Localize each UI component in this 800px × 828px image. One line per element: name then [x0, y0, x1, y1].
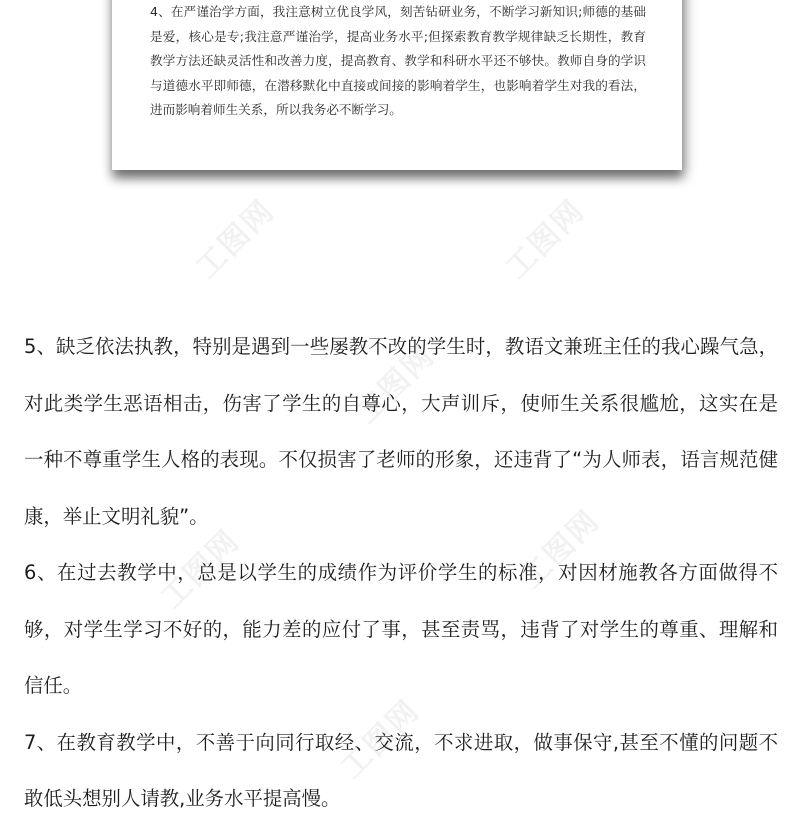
watermark: 工图网 [154, 523, 247, 616]
paragraph-7: 7、在教育教学中，不善于向同行取经、交流，不求进取，做事保守,甚至不懂的问题不敢低头想别人请教,业务水平提高慢。 [24, 730, 778, 810]
card-paragraph: 4、在严谨治学方面，我注意树立优良学风，刻苦钻研业务，不断学习新知识;师德的基础是爱，核心是专;我注意严谨治学，提高业务水平;但探索教育教学规律缺乏长期性，教育教学方法还缺灵活性和改善力度，提高教育、教学和科研水平还不够快。教师自身的学识与道德水平即师德，在潜移默化中直接或间接的影响着学生，也影响着学生对我的看法，进而影响着师生关系，所以我务必不断学习。 [150, 4, 646, 118]
watermark: 工图网 [514, 503, 607, 596]
watermark: 工图网 [349, 338, 442, 431]
watermark: 工图网 [189, 193, 282, 286]
paragraph-6: 6、在过去教学中，总是以学生的成绩作为评价学生的标准，对因材施教各方面做得不够，对学生学习不好的，能力差的应付了事，甚至责骂，违背了对学生的尊重、理解和信任。 [24, 561, 778, 697]
quoted-card [112, 0, 682, 170]
watermark: 工图网 [334, 693, 427, 786]
watermark: 工图网 [499, 193, 592, 286]
main-text [24, 319, 778, 828]
paragraph-5: 5、缺乏依法执教，特别是遇到一些屡教不改的学生时，教语文兼班主任的我心躁气急，对此类学生恶语相击，伤害了学生的自尊心，大声训斥，使师生关系很尴尬，这实在是一种不尊重学生人格的表现。不仅损害了老师的形象，还违背了“为人师表，语言规范健康，举止文明礼貌”。 [24, 335, 778, 528]
